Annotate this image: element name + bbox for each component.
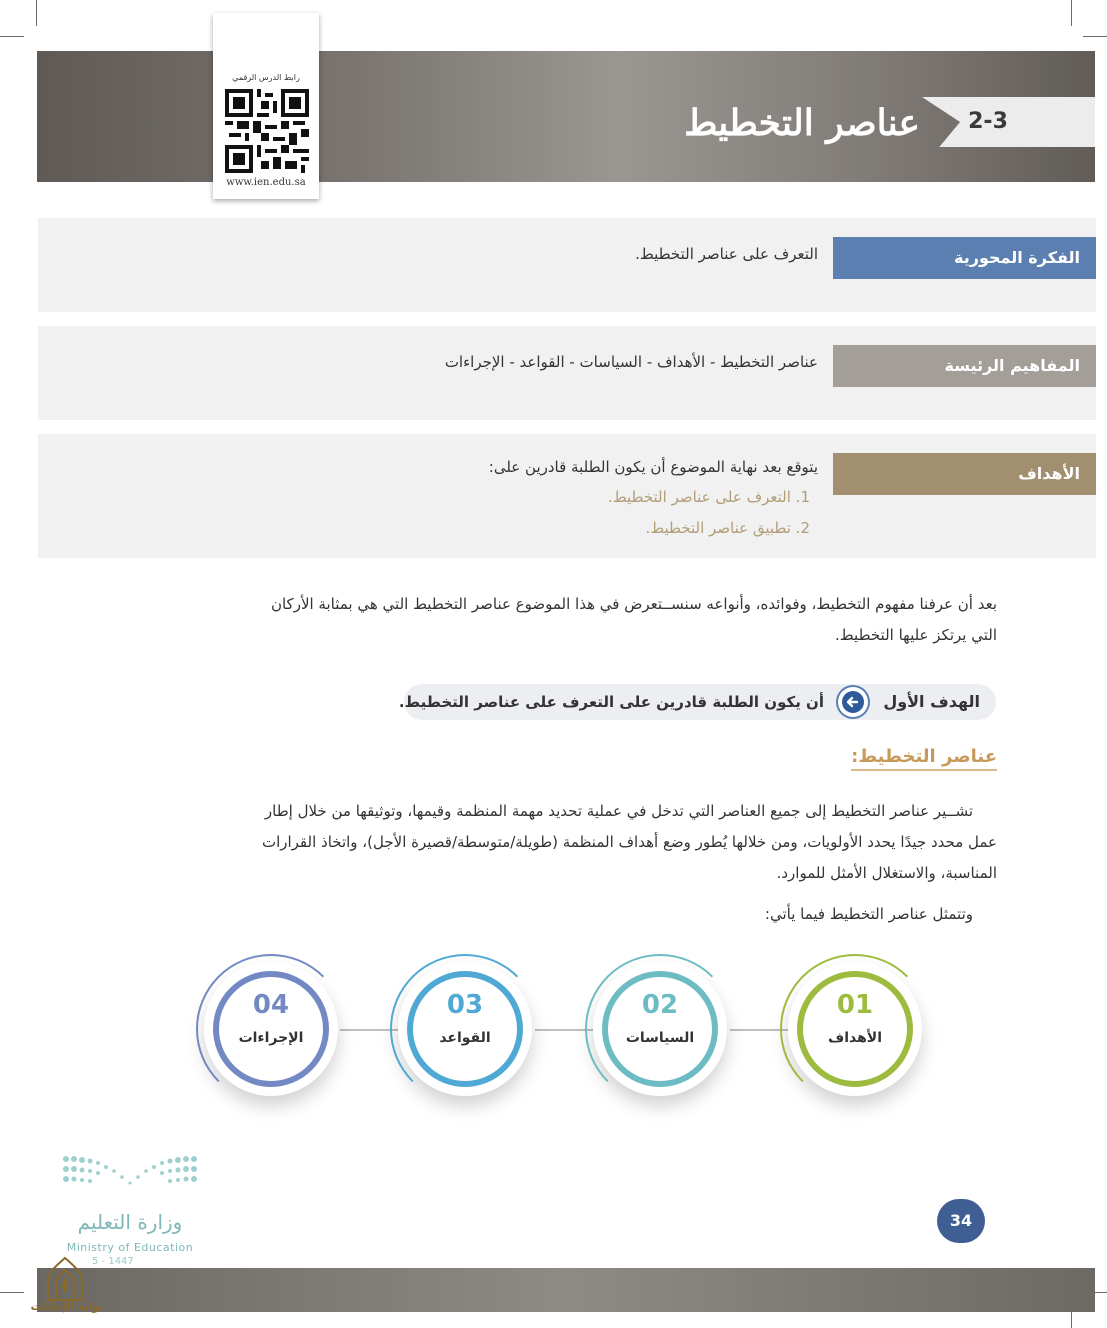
ministry-name-arabic: وزارة التعليم — [77, 1210, 183, 1234]
objectives-label: الأهداف — [833, 453, 1096, 495]
page-number: 34 — [937, 1199, 985, 1243]
qr-card[interactable] — [213, 13, 319, 199]
objective-item: 2. تطبيق عناصر التخطيط. — [645, 519, 810, 537]
element-circle-procedures — [204, 962, 338, 1096]
central-idea-label: الفكرة المحورية — [833, 237, 1096, 279]
section-paragraph-line: تشــير عناصر التخطيط إلى جميع العناصر التي تدخل في عملية تحديد مهمة المنظمة وقيمها، وتوثيقها من خلال إطار — [264, 802, 973, 820]
section-heading: عناصر التخطيط: — [851, 746, 997, 771]
circle-ring — [213, 971, 329, 1087]
portal-logo-icon — [44, 1256, 86, 1302]
qr-code-icon[interactable] — [225, 89, 309, 173]
footer-band — [37, 1268, 1095, 1312]
central-idea-box — [38, 218, 1096, 312]
objectives-intro: يتوقع بعد نهاية الموضوع أن يكون الطلبة قادرين على: — [488, 458, 818, 476]
first-objective-text: أن يكون الطلبة قادرين على التعرف على عناصر التخطيط. — [398, 693, 824, 711]
element-label: القواعد — [439, 1030, 491, 1046]
crop-mark — [1083, 36, 1107, 37]
circle-ring — [602, 971, 718, 1087]
objective-item: 1. التعرف على عناصر التخطيط. — [608, 488, 810, 506]
lesson-title: عناصر التخطيط — [684, 102, 920, 144]
element-number: 03 — [446, 990, 484, 1020]
elements-list-intro: وتتمثل عناصر التخطيط فيما يأتي: — [764, 905, 973, 923]
lesson-number: 2-3 — [968, 109, 1008, 134]
crop-mark — [36, 0, 37, 26]
element-circle-rules — [398, 962, 532, 1096]
element-number: 04 — [252, 990, 290, 1020]
key-concepts-text: عناصر التخطيط - الأهداف - السياسات - القواعد - الإجراءات — [444, 353, 818, 371]
qr-caption: رابط الدرس الرقمي — [232, 73, 300, 82]
intro-paragraph-line: بعد أن عرفنا مفهوم التخطيط، وفوائده، وأنواعه سنســتعرض في هذا الموضوع عناصر التخطيط التي هي بمثابة الأركان — [270, 595, 997, 613]
header-band — [37, 51, 1095, 182]
element-label: السياسات — [625, 1030, 695, 1046]
qr-url[interactable]: www.ien.edu.sa — [226, 177, 306, 188]
key-concepts-label: المفاهيم الرئيسة — [833, 345, 1096, 387]
ministry-logo-icon — [60, 1153, 200, 1203]
element-number: 01 — [836, 990, 874, 1020]
first-objective-banner — [398, 684, 996, 720]
crop-mark — [0, 36, 24, 37]
section-paragraph-line: المناسبة، والاستغلال الأمثل للموارد. — [776, 864, 997, 882]
first-objective-label: الهدف الأول — [883, 692, 980, 711]
crop-mark — [1071, 0, 1072, 26]
arrow-left-icon — [838, 687, 868, 717]
crop-mark — [0, 1292, 24, 1293]
edition-year: 5 - 1447 — [92, 1256, 134, 1267]
intro-paragraph-line: التي يرتكز عليها التخطيط. — [835, 626, 997, 644]
circle-ring — [797, 971, 913, 1087]
key-concepts-box — [38, 326, 1096, 420]
element-label: الإجراءات — [238, 1030, 304, 1046]
element-label: الأهداف — [827, 1030, 883, 1046]
section-paragraph-line: عمل محدد جيدًا يحدد الأولويات، ومن خلالها يُطور وضع أهداف المنظمة (طويلة/متوسطة/قصيرة الأجل)، واتخاذ القرارات — [261, 833, 997, 851]
portal-name: بوابة الإجابات — [30, 1300, 104, 1313]
ministry-name-english: Ministry of Education — [66, 1241, 194, 1254]
central-idea-text: التعرف على عناصر التخطيط. — [635, 245, 818, 263]
element-number: 02 — [641, 990, 679, 1020]
element-circle-policies — [593, 962, 727, 1096]
circle-ring — [407, 971, 523, 1087]
objectives-box — [38, 434, 1096, 558]
element-circle-goals — [788, 962, 922, 1096]
